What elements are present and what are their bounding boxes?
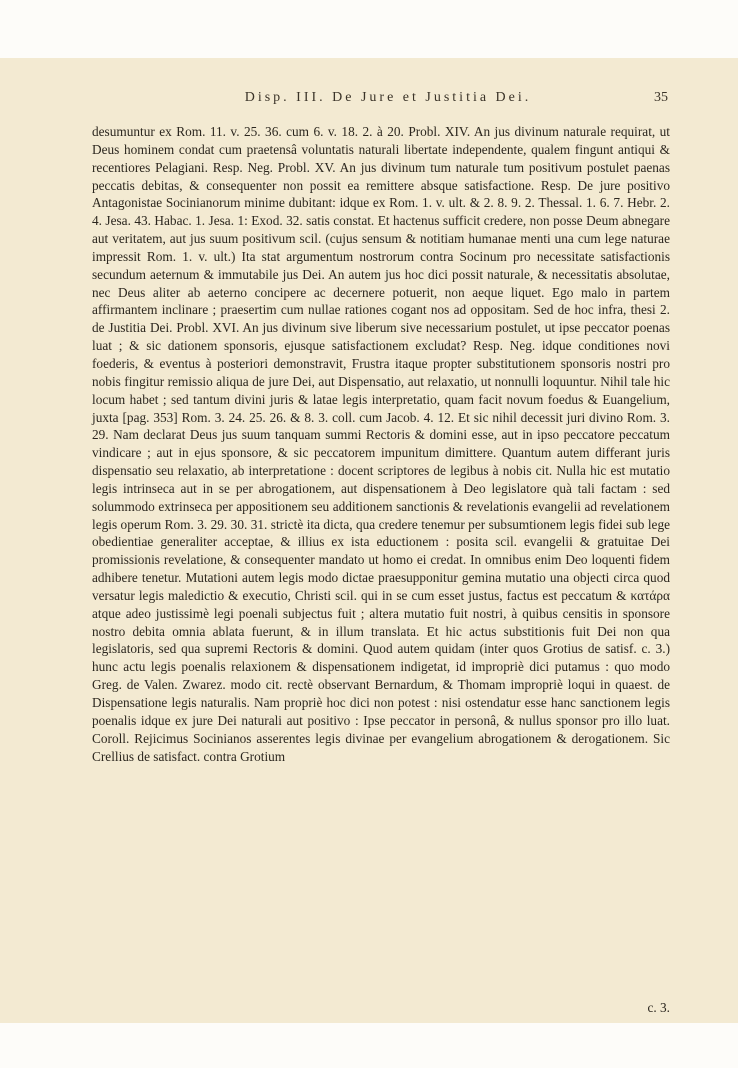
page-number: 35 [654,90,668,105]
closing-line: c. 3. [647,1000,670,1015]
body-paragraph: desumuntur ex Rom. 11. v. 25. 36. cum 6. v. 18. 2. à 20. Probl. XIV. An jus divinum naturale requirat, ut Deus hominem condat cum praetensâ voluntatis naturali libertate independente, qualem fingunt antiqui & recentiores Pelagiani. Resp. Neg. Probl. XV. An jus divinum tum naturale tum positivum postulet paenas peccatis debitas, & consequenter non possit ea remittere absque satisfactione. Resp. De jure positivo Antagonistae Socinianorum minime dubitant: idque ex Rom. 1. v. ult. & 2. 8. 9. 2. Thessal. 1. 6. 7. Hebr. 2. 4. Jesa. 43. Habac. 1. Jesa. 1: Exod. 32. satis constat. Et hactenus sufficit credere, non posse Deum abnegare aut veritatem, aut jus suum positivum scil. (cujus sensum & notitiam humanae menti una cum lege naturae impressit Rom. 1. v. ult.) Ita stat argumentum nostrorum contra Socinum pro necessitate satisfactionis secundum aeternum & immutabile jus Dei. An autem jus hoc dici possit naturale, & necessitatis absolutae, nec Deus aliter ab aeterno concipere ac decernere potuerit, non aeque liquet. Ego malo in partem affirmantem inclinare ; praesertim cum nullae rationes cogant nos ad oppositam. Sed de hoc infra, thesi 2. de Justitia Dei. Probl. XVI. An jus divinum sive liberum sive necessarium postulet, ut ipse peccator poenas luat ; & sic dationem sponsoris, ejusque satisfactionem excludat? Resp. Neg. idque conditiones novi foederis, & eventus à posteriori demonstravit, Frustra itaque propter substitutionem sponsoris nostri pro nobis fingitur remissio aliqua de jure Dei, aut Dispensatio, aut relaxatio, ut nonnulli loquuntur. Nihil tale hic locum habet ; sed tantum divini juris & latae legis interpretatio, quam facit novum foedus & Euangelium, juxta [pag. 353] Rom. 3. 24. 25. 26. & 8. 3. coll. cum Jacob. 4. 12. Et sic nihil decessit juri divino Rom. 3. 29. Nam declarat Deus jus suum tanquam summi Rectoris & domini esse, aut in ipso peccatore peccatum vindicare ; aut in ejus sponsore, & sic peccatorem impunitum dimittere. Quantum autem differant juris dispensatio seu relaxatio, ab interpretatione : docent scriptores de legibus à nobis cit. Nulla hic est mutatio legis intrinseca aut in se per abrogationem, aut dispensationem à Deo legislatore quà tali factam : sed solummodo extrinseca per appositionem seu additionem sanctionis & revelationis evangelii ad revelationem legis operum Rom. 3. 29. 30. 31. strictè ita dicta, qua credere tenemur per subsumtionem legis fidei sub lege obedientiae generaliter acceptae, & illius ex ista eductionem : posita scil. evangelii & gratuitae Dei promissionis revelatione, & consequenter mandato ut homo ei credat. In omnibus enim Deo loquenti fidem adhibere tenetur. Mutationi autem legis modo dictae praesupponitur gemina mutatio una objecti circa quod versatur legis maledictio & executio, Christi scil. qui in se cum esset justus, factus est peccatum & κατάρα atque adeo justissimè legi poenali subjectus fuit ; altera mutatio fuit nostri, à quibus censitis in sponsore nostro debita omnia ablata fuerunt, & in illum translata. Et hic actus substitionis fuit Dei non qua legislatoris, sed qua supremi Rectoris & domini. Quod autem quidam (inter quos Grotius de satisf. c. 3.) hunc actu legis poenalis relaxionem & dispensationem indigetat, id impropriè dici putamus : quo modo Greg. de Valen. Zwarez. modo cit. rectè observant Bernardum, & Thomam impropriè loqui in quaest. de Dispensatione legis naturalis. Nam propriè hoc dici non potest : nisi ostendatur esse hanc sanctionem legis poenalis idque ex jure Dei naturali aut positivo : Ipse peccator in personâ, & nullus sponsor pro illo luat. Coroll. Rejicimus Socinianos asserentes legis divinae per evangelium abrogationem & derogationem. Sic Crellius de satisfact. contra Grotium [92,124,670,764]
running-title: Disp. III. De Jure et Justitia Dei. [244,90,532,105]
running-header [88,90,688,112]
body-text-block [92,123,670,765]
